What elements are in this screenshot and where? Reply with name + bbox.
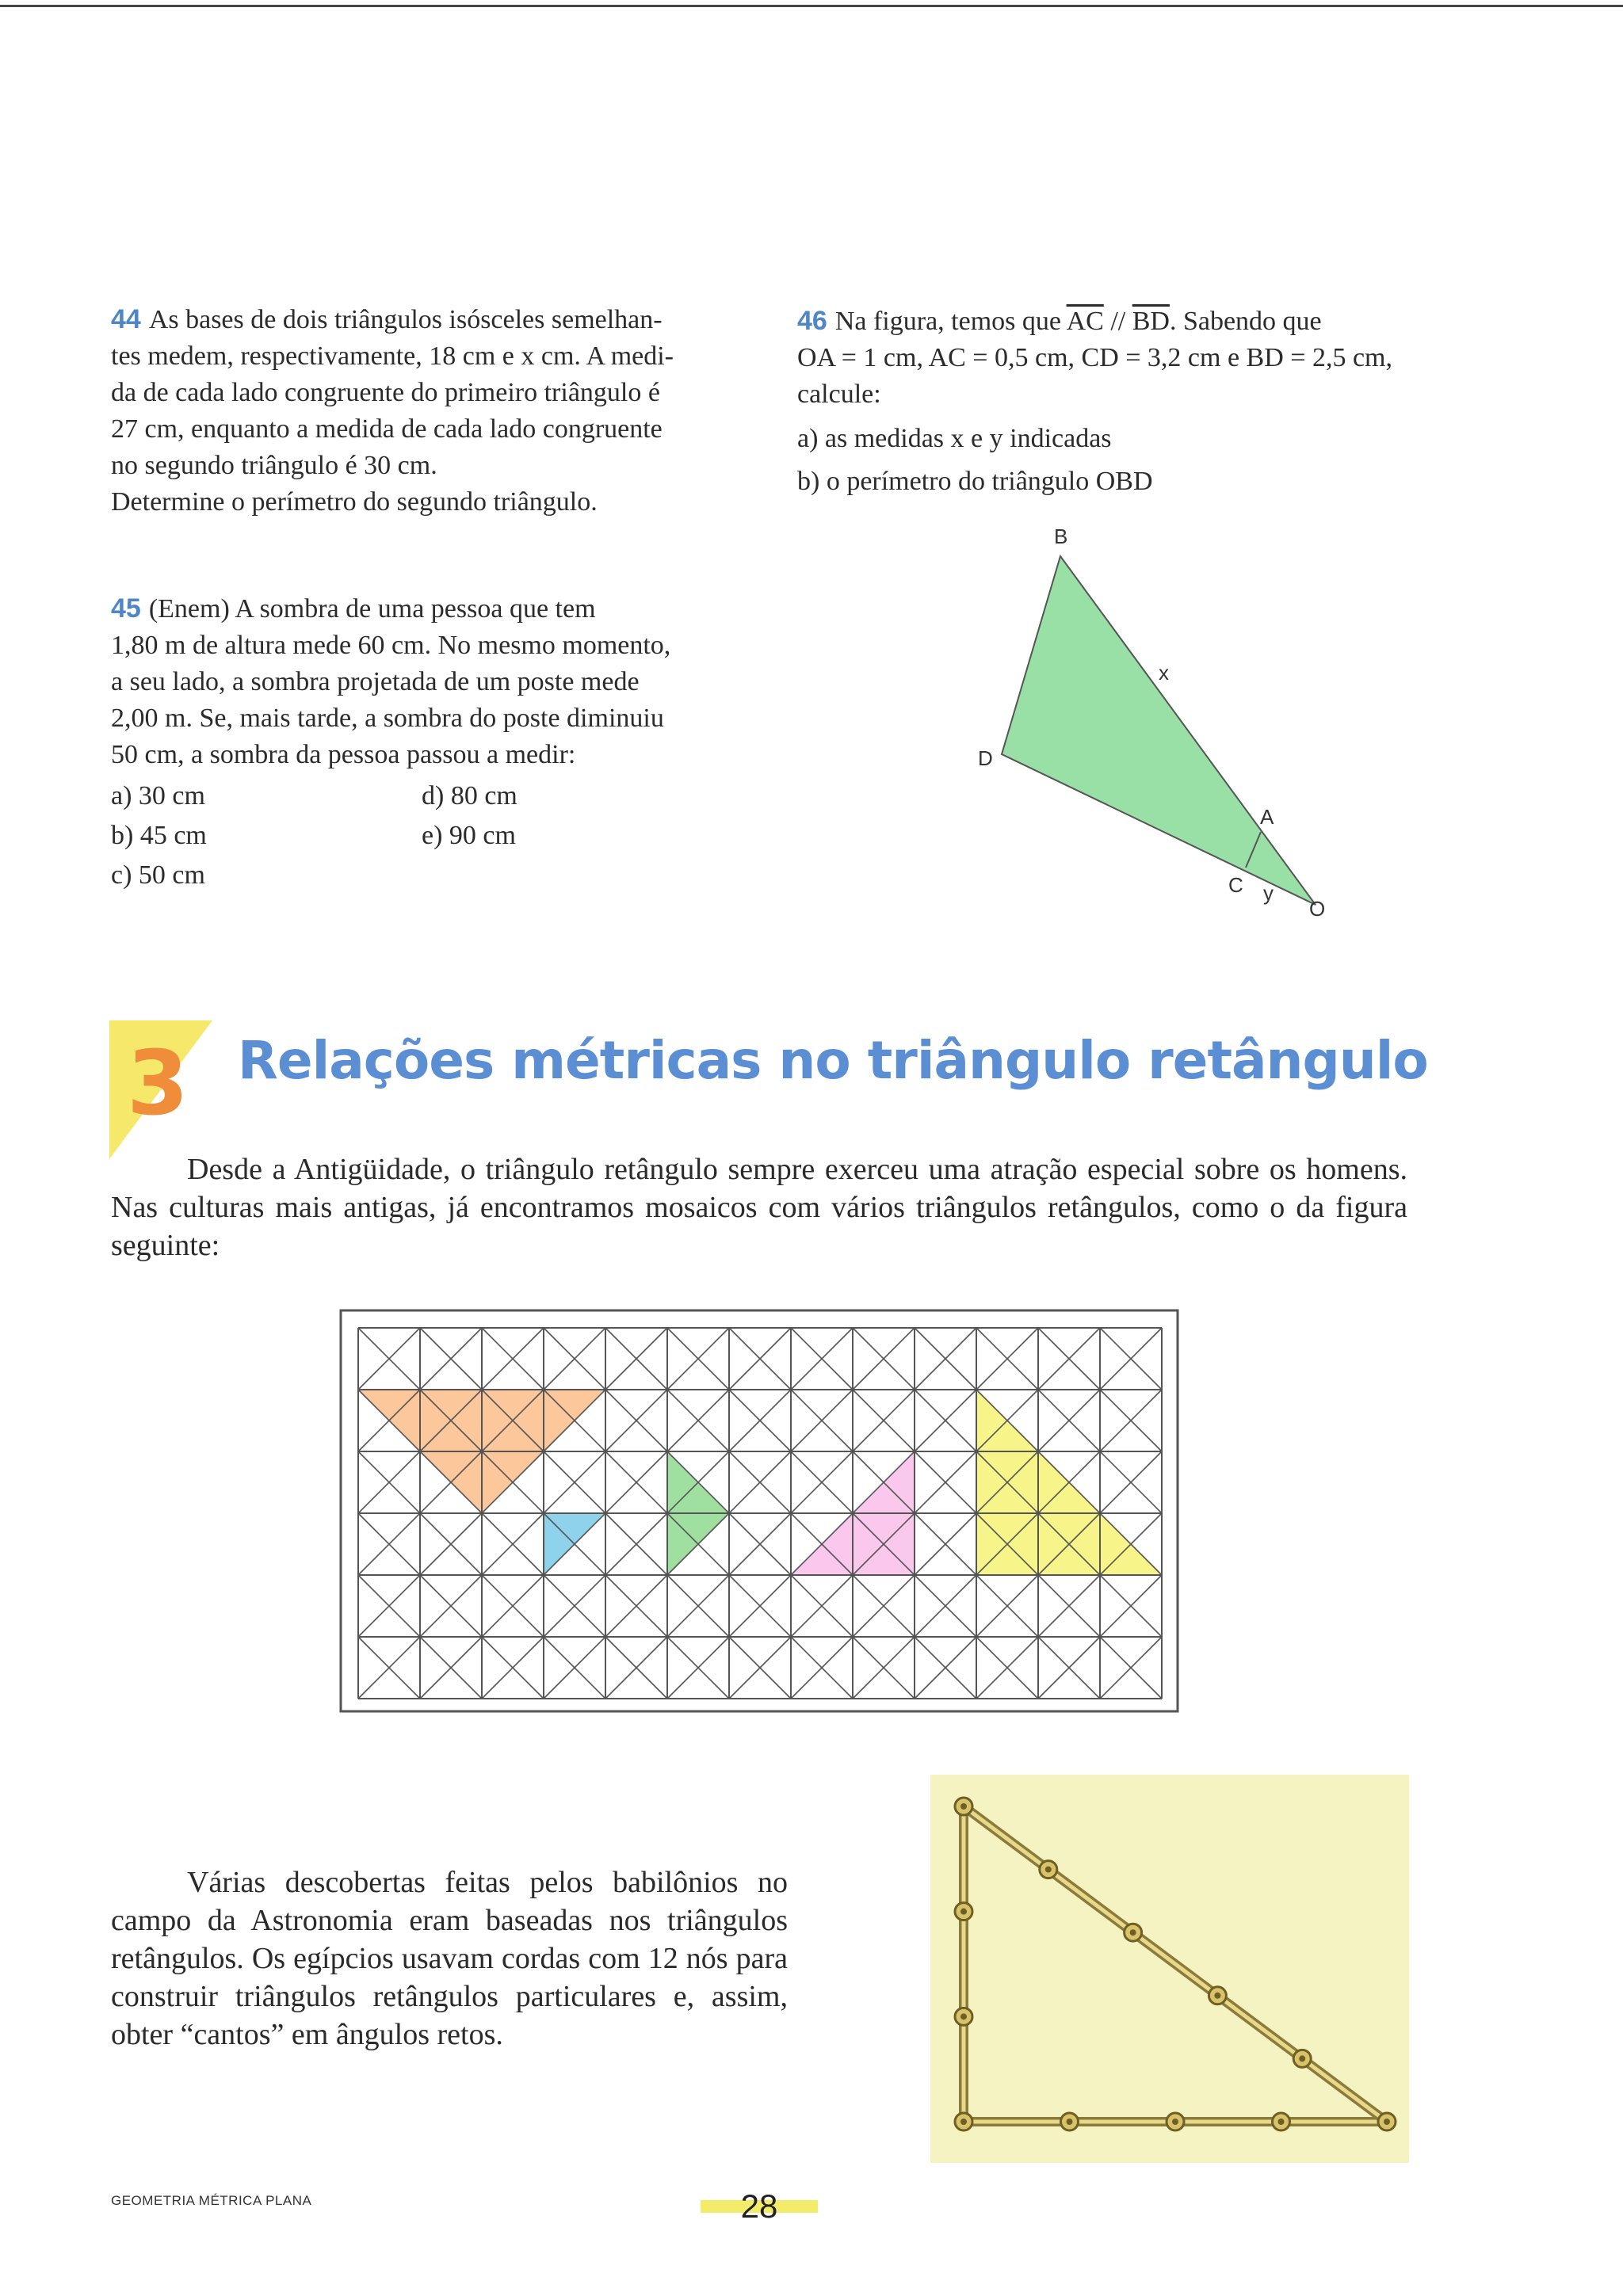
q46-number: 46 (797, 306, 827, 336)
question-44 (111, 301, 721, 521)
q44-line-2: tes medem, respectivamente, 18 cm e x cm. A medi- (111, 341, 674, 371)
label-x: x (1159, 661, 1169, 685)
q45-option-e: e) 90 cm (422, 821, 516, 850)
label-o: O (1309, 897, 1326, 921)
section-intro-paragraph: Desde a Antigüidade, o triângulo retângulo sempre exerceu uma atração especial sobre os homens. Nas culturas mais antigas, já encontramos mosaicos com vários triângulos retângulos, como o da figura seguinte: (111, 1153, 1407, 1262)
q45-line-5: 50 cm, a sombra da pessoa passou a medir: (111, 740, 576, 769)
q45-option-c: c) 50 cm (111, 860, 205, 890)
page-number-block (701, 2187, 818, 2225)
q45-options (111, 778, 721, 894)
rope-knot-center (1384, 2119, 1390, 2125)
segment-ac: $\overline{AC}$ (1066, 307, 1104, 336)
knotted-rope-triangle-figure (930, 1775, 1409, 2163)
book-title-footer: GEOMETRIA MÉTRICA PLANA (111, 2193, 312, 2208)
q44-line-6: Determine o perímetro do segundo triângulo. (111, 487, 598, 517)
q46-item-a: a) as medidas x e y indicadas (797, 424, 1112, 453)
q45-line-2: 1,80 m de altura mede 60 cm. No mesmo momento, (111, 631, 671, 660)
q46-intro-end: . Sabendo que (1169, 307, 1322, 336)
rope-knot-center (1214, 1993, 1220, 1999)
rope-knot-center (1278, 2119, 1285, 2125)
label-y: y (1263, 881, 1274, 905)
q44-line-4: 27 cm, enquanto a medida de cada lado congruente (111, 414, 663, 444)
triangle-obd-figure (967, 515, 1347, 927)
q46-line-3: calcule: (797, 379, 881, 409)
top-rule (0, 5, 1623, 7)
rope-knot-center (960, 2013, 967, 2019)
q45-line (111, 590, 721, 627)
rope-knot-center (1067, 2119, 1073, 2125)
rope-knot-center (960, 2119, 967, 2125)
q44-line-5: no segundo triângulo é 30 cm. (111, 451, 437, 480)
q45-option-a: a) 30 cm (111, 781, 205, 810)
question-45 (111, 590, 721, 894)
babylon-egypt-paragraph: Várias descobertas feitas pelos babilônios no campo da Astronomia eram baseadas nos triângulos retângulos. Os egípcios usavam cordas com 12 nós para construir triângulos retângulos particulares e, assim, obter “cantos” em ângulos retos. (111, 1866, 788, 2051)
q45-line-1: (Enem) A sombra de uma pessoa que tem (148, 594, 596, 624)
q46-intro: Na figura, temos que (834, 307, 1061, 336)
label-b: B (1054, 524, 1068, 548)
rope-knot-center (1172, 2119, 1178, 2125)
q45-option-b: b) 45 cm (111, 821, 207, 850)
rope-knot-center (1130, 1929, 1136, 1936)
section-title: Relações métricas no triângulo retângulo (238, 1030, 1428, 1091)
page-number: 28 (740, 2187, 778, 2225)
q45-line-4: 2,00 m. Se, mais tarde, a sombra do poste diminuiu (111, 704, 664, 733)
rope-knot-center (960, 1803, 967, 1810)
label-d: D (978, 746, 993, 770)
q46-line-1 (797, 303, 1431, 340)
q44-number: 44 (111, 304, 141, 334)
rope-knot-center (1299, 2055, 1305, 2061)
label-c: C (1228, 873, 1243, 897)
rope-knot-center (1045, 1867, 1052, 1873)
q45-option-d: d) 80 cm (422, 781, 517, 810)
segment-bd: $\overline{BD}$ (1132, 307, 1170, 336)
section-badge (109, 1020, 220, 1163)
triangle-obd (1002, 556, 1316, 905)
label-a: A (1260, 805, 1274, 829)
q44-line-1: As bases de dois triângulos isósceles semelhan- (148, 305, 663, 334)
parallel-symbol: // (1110, 307, 1126, 336)
section-number: 3 (127, 1032, 189, 1135)
q46-line-2: OA = 1 cm, AC = 0,5 cm, CD = 3,2 cm e BD = 2,5 cm, (797, 343, 1392, 372)
q46-item-b: b) o perímetro do triângulo OBD (797, 467, 1153, 496)
q44-line-3: da de cada lado congruente do primeiro triângulo é (111, 378, 660, 407)
q45-line-3: a seu lado, a sombra projetada de um poste mede (111, 667, 640, 696)
question-46 (797, 303, 1431, 500)
q45-number: 45 (111, 593, 141, 624)
mosaic-figure (339, 1309, 1179, 1713)
rope-knot-center (960, 1909, 967, 1915)
q44-line (111, 301, 721, 338)
